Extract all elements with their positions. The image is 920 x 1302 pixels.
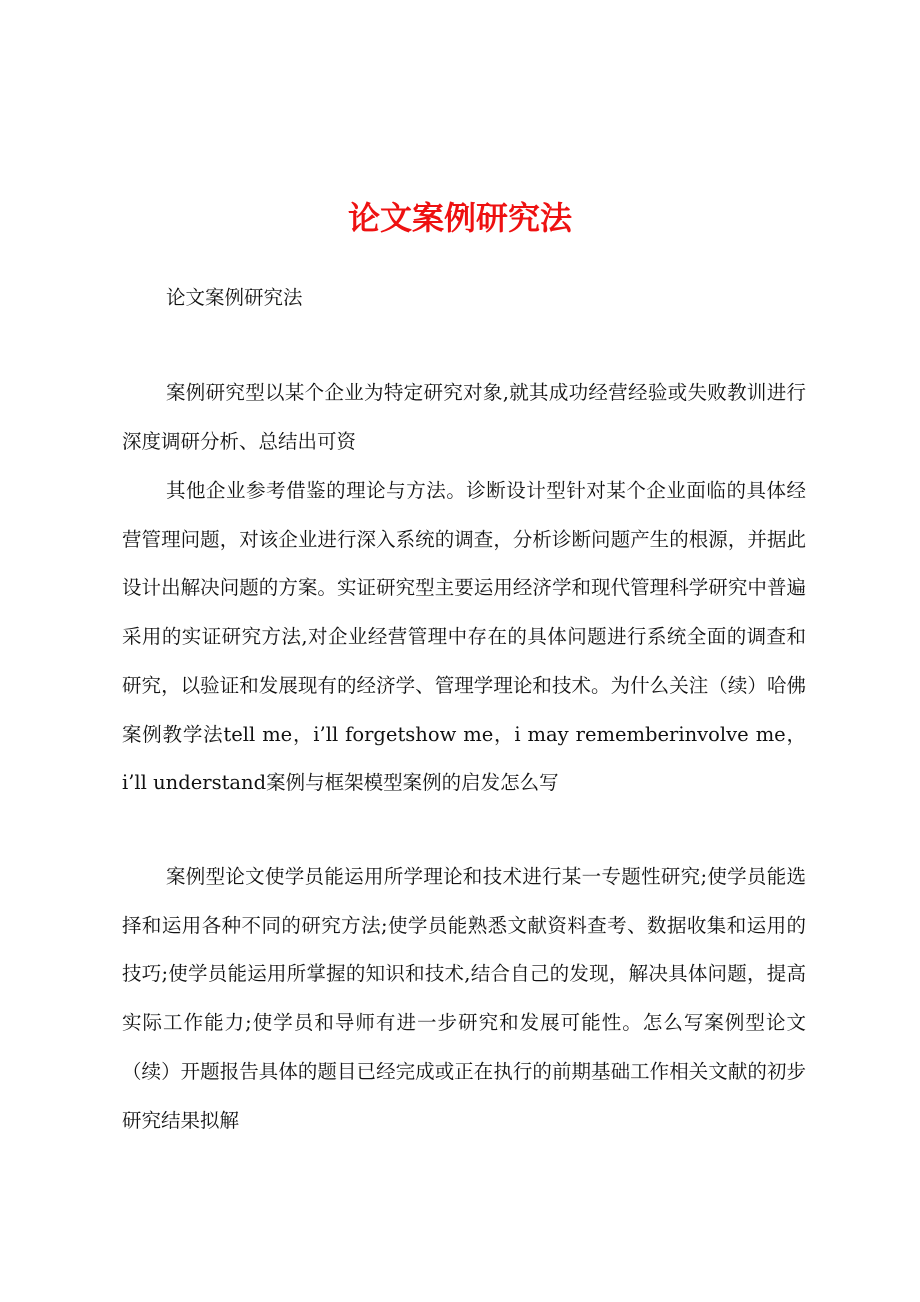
document-subtitle: 论文案例研究法	[166, 286, 303, 309]
document-title: 论文案例研究法	[347, 199, 572, 237]
paragraph-3: 案例型论文使学员能运用所学理论和技术进行某一专题性研究;使学员能选择和运用各种不同的研究方法;使学员能熟悉文献资料查考、数据收集和运用的技巧;使学员能运用所掌握的知识和技术,结合自己的发现，解决具体问题，提高实际工作能力;使学员和导师有进一步研究和发展可能性。怎么写案例型论文（续）开题报告具体的题目已经完成或正在执行的前期基础工作相关文献的初步研究结果拟解	[122, 865, 806, 1132]
paragraph-2: 其他企业参考借鉴的理论与方法。诊断设计型针对某个企业面临的具体经营管理问题，对该企业进行深入系统的调查，分析诊断问题产生的根源，并据此设计出解决问题的方案。实证研究型主要运用经济学和现代管理科学研究中普遍采用的实证研究方法,对企业经营管理中存在的具体问题进行系统全面的调查和研究，以验证和发展现有的经济学、管理学理论和技术。为什么关注（续）哈佛案例教学法tell me，i’ll forgetshow me，i may rememberinvolve me，i’ll understand案例与框架模型案例的启发怎么写	[122, 479, 806, 795]
paragraph-1: 案例研究型以某个企业为特定研究对象,就其成功经营经验或失败教训进行深度调研分析、总结出可资	[122, 381, 806, 453]
